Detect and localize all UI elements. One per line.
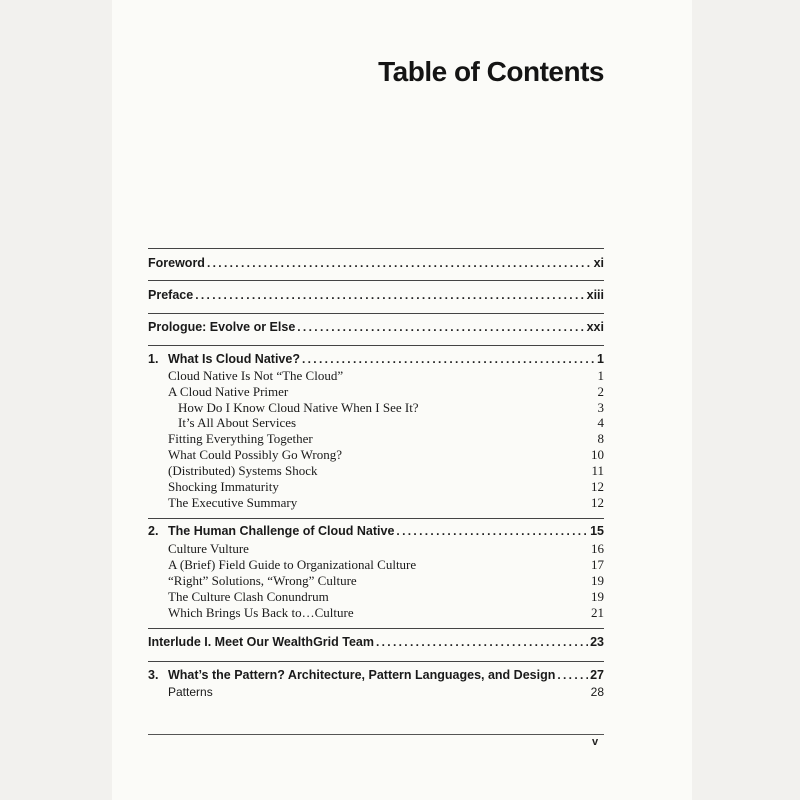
toc-chapter-1[interactable]	[148, 352, 604, 366]
toc-entry[interactable]	[168, 589, 604, 605]
toc-entry[interactable]	[168, 447, 604, 463]
toc-page-number: xxi	[586, 320, 604, 334]
chapter-number: 3.	[148, 668, 159, 682]
toc-page-number: 12	[591, 495, 604, 510]
toc-page-number: 1	[597, 352, 604, 366]
toc-entry[interactable]	[168, 431, 604, 447]
leader-dots	[302, 352, 595, 366]
toc-label: The Culture Clash Conundrum	[168, 589, 329, 604]
leader-dots	[297, 320, 584, 334]
section-divider	[148, 518, 604, 519]
toc-entry[interactable]	[168, 541, 604, 557]
chapter-number: 1.	[148, 352, 159, 366]
toc-entry[interactable]	[168, 573, 604, 589]
chapter-number: 2.	[148, 524, 159, 538]
book-page	[112, 0, 692, 800]
toc-page-number: 1	[597, 368, 604, 383]
toc-page-number: xi	[593, 256, 604, 270]
toc-label: Which Brings Us Back to…Culture	[168, 605, 354, 620]
leader-dots	[376, 635, 588, 649]
toc-label: Prologue: Evolve or Else	[148, 320, 296, 334]
toc-foreword[interactable]	[148, 256, 604, 270]
toc-entry[interactable]	[168, 605, 604, 621]
toc-chapter-3[interactable]	[148, 668, 604, 682]
toc-label: Patterns	[168, 685, 213, 699]
toc-entry[interactable]	[178, 400, 604, 416]
toc-label: What’s the Pattern? Architecture, Pattern Languages, and Design	[168, 668, 556, 682]
toc-page-number: 10	[591, 447, 604, 462]
section-divider	[148, 280, 604, 281]
toc-label: (Distributed) Systems Shock	[168, 463, 318, 478]
toc-preface[interactable]	[148, 288, 604, 302]
toc-page-number: 2	[597, 384, 604, 399]
page-title: Table of Contents	[378, 56, 604, 87]
toc-entry[interactable]	[178, 415, 604, 431]
section-divider	[148, 248, 604, 249]
toc-chapter-2[interactable]	[148, 524, 604, 538]
leader-dots	[557, 668, 588, 682]
toc-label: It’s All About Services	[178, 415, 297, 430]
leader-dots	[195, 288, 584, 302]
toc-entry[interactable]	[168, 495, 604, 511]
toc-label: The Human Challenge of Cloud Native	[168, 524, 395, 538]
toc-entry[interactable]	[168, 463, 604, 479]
footer-rule	[148, 734, 604, 735]
toc-page-number: 3	[597, 400, 604, 415]
toc-page-number: 17	[591, 557, 604, 572]
toc-label: A (Brief) Field Guide to Organizational Culture	[168, 557, 417, 572]
toc-page-number: xiii	[586, 288, 604, 302]
toc-entry[interactable]	[168, 479, 604, 495]
toc-page-number: 8	[597, 431, 604, 446]
toc-label: Shocking Immaturity	[168, 479, 279, 494]
toc-page-number: 16	[591, 541, 604, 556]
toc-label: Cloud Native Is Not “The Cloud”	[168, 368, 344, 383]
section-divider	[148, 628, 604, 629]
toc-label: Fitting Everything Together	[168, 431, 313, 446]
toc-page-number: 23	[590, 635, 604, 649]
toc-prologue[interactable]	[148, 320, 604, 334]
toc-page-number: 28	[590, 685, 604, 699]
toc-label: Culture Vulture	[168, 541, 249, 556]
toc-entry[interactable]	[168, 384, 604, 400]
toc-entry[interactable]	[168, 368, 604, 384]
toc-page-number: 12	[591, 479, 604, 494]
leader-dots	[396, 524, 588, 538]
toc-interlude-1[interactable]	[148, 635, 604, 649]
toc-label: A Cloud Native Primer	[168, 384, 289, 399]
leader-dots	[207, 256, 592, 270]
section-divider	[148, 661, 604, 662]
section-divider	[148, 345, 604, 346]
toc-label: Interlude I. Meet Our WealthGrid Team	[148, 635, 374, 649]
toc-label: What Could Possibly Go Wrong?	[168, 447, 343, 462]
toc-page-number: 15	[590, 524, 604, 538]
toc-label: The Executive Summary	[168, 495, 298, 510]
section-divider	[148, 313, 604, 314]
toc-page-number: 11	[591, 463, 604, 478]
toc-label: Preface	[148, 288, 194, 302]
page-folio: v	[592, 736, 599, 748]
toc-page-number: 4	[597, 415, 604, 430]
toc-label: Foreword	[148, 256, 205, 270]
toc-page-number: 19	[591, 573, 604, 588]
toc-page-number: 19	[591, 589, 604, 604]
toc-entry[interactable]	[168, 685, 604, 699]
toc-entry[interactable]	[168, 557, 604, 573]
toc-label: How Do I Know Cloud Native When I See It?	[178, 400, 419, 415]
toc-page-number: 27	[590, 668, 604, 682]
toc-label: “Right” Solutions, “Wrong” Culture	[168, 573, 357, 588]
toc-label: What Is Cloud Native?	[168, 352, 300, 366]
toc-page-number: 21	[591, 605, 604, 620]
